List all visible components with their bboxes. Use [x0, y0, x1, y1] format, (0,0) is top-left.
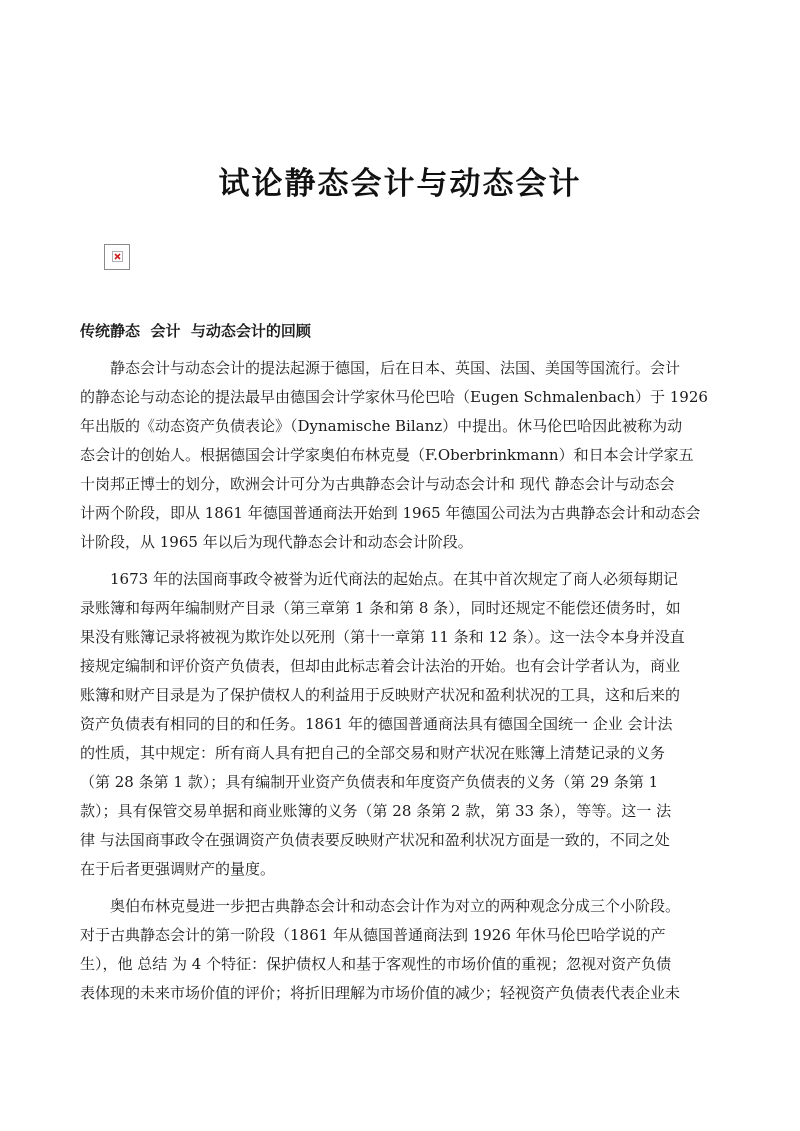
paragraph-line: （第 28 条第 1 款）；具有编制开业资产负债表和年度资产负债表的义务（第 29 条第 1 — [80, 773, 659, 791]
paragraph-line: 1673 年的法国商事政令被誉为近代商法的起始点。在其中首次规定了商人必须每期记 — [110, 570, 678, 588]
image-placeholder-x-icon — [112, 251, 123, 262]
paragraph-line: 款）；具有保管交易单据和商业账簿的义务（第 28 条第 2 款，第 33 条），等等。这一 法 — [80, 802, 672, 820]
paragraph — [80, 565, 726, 884]
paragraph-line: 资产负债表有相同的目的和任务。1861 年的德国普通商法具有德国全国统一 企业 会计法 — [80, 715, 673, 733]
paragraph-line: 接规定编制和评价资产负债表，但却由此标志着会计法治的开始。也有会计学者认为，商业 — [80, 657, 681, 675]
paragraph-line: 律 与法国商事政令在强调资产负债表要反映财产状况和盈利状况方面是一致的，不同之处 — [80, 831, 670, 849]
broken-image-icon — [104, 244, 130, 270]
paragraph-line: 静态会计与动态会计的提法起源于德国，后在日本、英国、法国、美国等国流行。会计 — [110, 359, 681, 377]
paragraph-line: 十岗邦正博士的划分，欧洲会计可分为古典静态会计与动态会计和 现代 静态会计与动态会 — [80, 475, 675, 493]
paragraph-line: 录账簿和每两年编制财产目录（第三章第 1 条和第 8 条），同时还规定不能偿还债务时，如 — [80, 599, 681, 617]
paragraph-line: 的静态论与动态论的提法最早由德国会计学家休马伦巴哈（Eugen Schmalenbach）于 1926 — [80, 388, 708, 406]
paragraph-line: 表体现的未来市场价值的评价；将折旧理解为市场价值的减少；轻视资产负债表代表企业未 — [80, 984, 681, 1002]
paragraph-line: 计阶段，从 1965 年以后为现代静态会计和动态会计阶段。 — [80, 533, 473, 551]
paragraph-line: 生），他 总结 为 4 个特征：保护债权人和基于客观性的市场价值的重视；忽视对资产负债 — [80, 955, 672, 973]
paragraph-line: 在于后者更强调财产的量度。 — [80, 860, 276, 878]
document-body — [80, 354, 726, 1008]
section-heading: 传统静态 会计 与动态会计的回顾 — [80, 322, 311, 340]
paragraph-line: 年出版的《动态资产负债表论》（Dynamische Bilanz）中提出。休马伦巴哈因此被称为动 — [80, 417, 683, 435]
paragraph-line: 计两个阶段，即从 1861 年德国普通商法开始到 1965 年德国公司法为古典静态会计和动态会 — [80, 504, 701, 522]
paragraph-line: 奥伯布林克曼进一步把古典静态会计和动态会计作为对立的两种观念分成三个小阶段。 — [110, 897, 681, 915]
document-title: 试论静态会计与动态会计 — [218, 166, 582, 202]
paragraph — [80, 354, 726, 557]
paragraph-line: 果没有账簿记录将被视为欺诈处以死刑（第十一章第 11 条和 12 条）。这一法令本身并没直 — [80, 628, 685, 646]
paragraph — [80, 892, 726, 1008]
paragraph-line: 对于古典静态会计的第一阶段（1861 年从德国普通商法到 1926 年休马伦巴哈学说的产 — [80, 926, 666, 944]
paragraph-line: 态会计的创始人。根据德国会计学家奥伯布林克曼（F.Oberbrinkmann）和日本会计学家五 — [80, 446, 694, 464]
paragraph-line: 的性质，其中规定：所有商人具有把自己的全部交易和财产状况在账簿上清楚记录的义务 — [80, 744, 666, 762]
paragraph-line: 账簿和财产目录是为了保护债权人的利益用于反映财产状况和盈利状况的工具，这和后来的 — [80, 686, 681, 704]
